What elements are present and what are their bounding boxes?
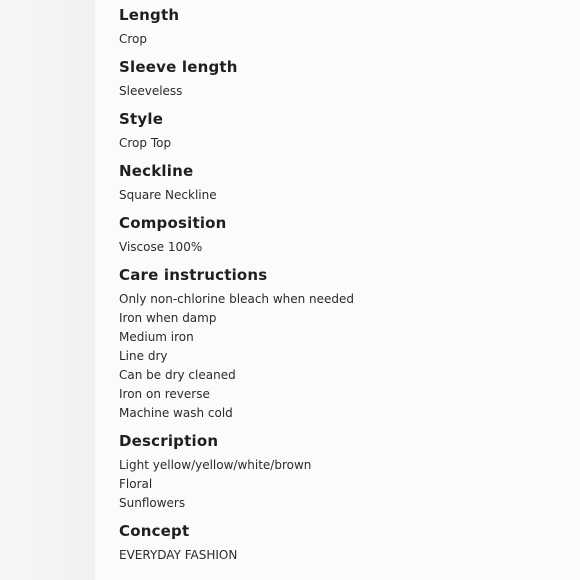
- length-section: [119, 6, 570, 48]
- neckline-value: Square Neckline: [119, 188, 217, 202]
- concept-heading: Concept: [119, 522, 190, 540]
- style-value: Crop Top: [119, 136, 172, 150]
- style-section: [119, 110, 570, 152]
- care-instruction-item: Machine wash cold: [119, 406, 233, 420]
- care-instruction-item: Can be dry cleaned: [119, 368, 236, 382]
- composition-heading: Composition: [119, 214, 227, 232]
- length-value: Crop: [119, 32, 148, 46]
- description-section: [119, 432, 570, 512]
- care-instruction-item: Line dry: [119, 349, 168, 363]
- care-instructions-heading: Care instructions: [119, 266, 268, 284]
- care-instructions-section: [119, 266, 570, 422]
- product-details-panel: [95, 0, 580, 580]
- care-instruction-item: Only non-chlorine bleach when needed: [119, 292, 355, 306]
- neckline-heading: Neckline: [119, 162, 194, 180]
- description-item: Floral: [119, 477, 153, 491]
- description-item: Light yellow/yellow/white/brown: [119, 458, 312, 472]
- product-details-list: [119, 6, 570, 574]
- concept-section: [119, 522, 570, 564]
- style-heading: Style: [119, 110, 164, 128]
- care-instruction-item: Medium iron: [119, 330, 194, 344]
- left-background-strip: [0, 0, 95, 580]
- composition-value: Viscose 100%: [119, 240, 203, 254]
- length-heading: Length: [119, 6, 180, 24]
- description-heading: Description: [119, 432, 219, 450]
- care-instruction-item: Iron when damp: [119, 311, 217, 325]
- composition-section: [119, 214, 570, 256]
- care-instruction-item: Iron on reverse: [119, 387, 210, 401]
- description-item: Sunflowers: [119, 496, 186, 510]
- sleeve-length-heading: Sleeve length: [119, 58, 238, 76]
- sleeve-length-section: [119, 58, 570, 100]
- sleeve-length-value: Sleeveless: [119, 84, 183, 98]
- concept-value: EVERYDAY FASHION: [119, 548, 238, 562]
- neckline-section: [119, 162, 570, 204]
